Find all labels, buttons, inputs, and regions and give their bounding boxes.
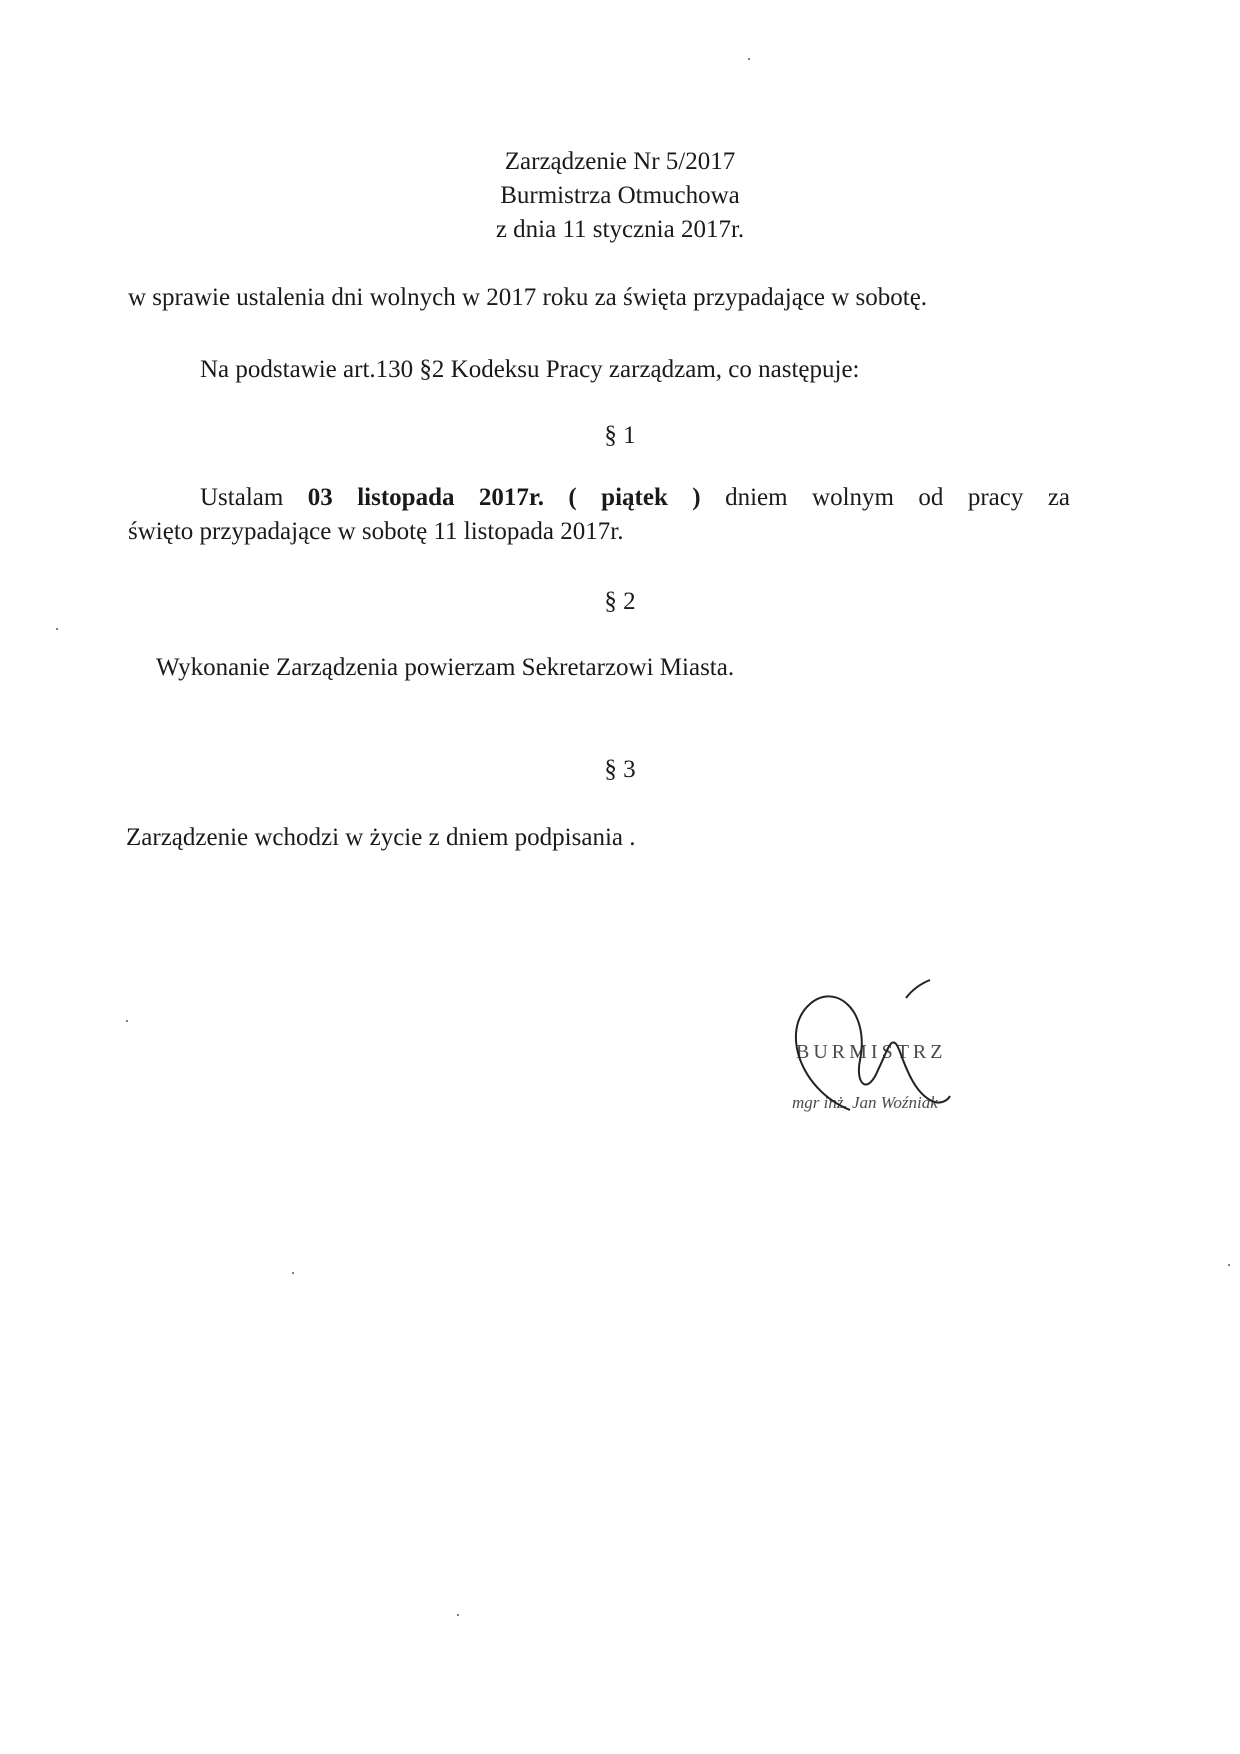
- scan-speck: [126, 1020, 128, 1022]
- section-1-intro: Ustalam: [200, 484, 284, 511]
- section-3-text: Zarządzenie wchodzi w życie z dniem podpisania .: [126, 824, 636, 851]
- stamp-title: BURMISTRZ: [796, 1041, 947, 1063]
- document-date: z dnia 11 stycznia 2017r.: [495, 216, 745, 243]
- scan-speck: [1228, 1264, 1230, 1266]
- handwritten-signature: [780, 970, 1000, 1140]
- section-1-text-line-1: [200, 482, 1070, 513]
- section-2-heading: § 2: [604, 588, 636, 615]
- document-subject: w sprawie ustalenia dni wolnych w 2017 roku za święta przypadające w sobotę.: [128, 284, 928, 311]
- section-2-text: Wykonanie Zarządzenia powierzam Sekretarzowi Miasta.: [156, 654, 735, 681]
- scan-speck: [457, 1614, 459, 1616]
- scan-speck: [292, 1272, 294, 1274]
- section-1-rest: dniem wolnym od pracy za: [725, 484, 1071, 511]
- document-title: Zarządzenie Nr 5/2017: [504, 148, 736, 175]
- signature-block: [780, 970, 1000, 1140]
- document-issuer: Burmistrza Otmuchowa: [500, 182, 740, 209]
- scan-speck: [56, 628, 58, 630]
- section-1-heading: § 1: [604, 422, 636, 449]
- legal-basis: Na podstawie art.130 §2 Kodeksu Pracy zarządzam, co następuje:: [200, 356, 860, 383]
- scan-speck: [748, 58, 750, 60]
- section-1-text-line-2: święto przypadające w sobotę 11 listopada 2017r.: [128, 518, 624, 545]
- stamp-name: mgr inż. Jan Woźniak: [792, 1093, 938, 1112]
- section-3-heading: § 3: [604, 756, 636, 783]
- section-1-bold-date: 03 listopada 2017r. ( piątek ): [307, 484, 701, 511]
